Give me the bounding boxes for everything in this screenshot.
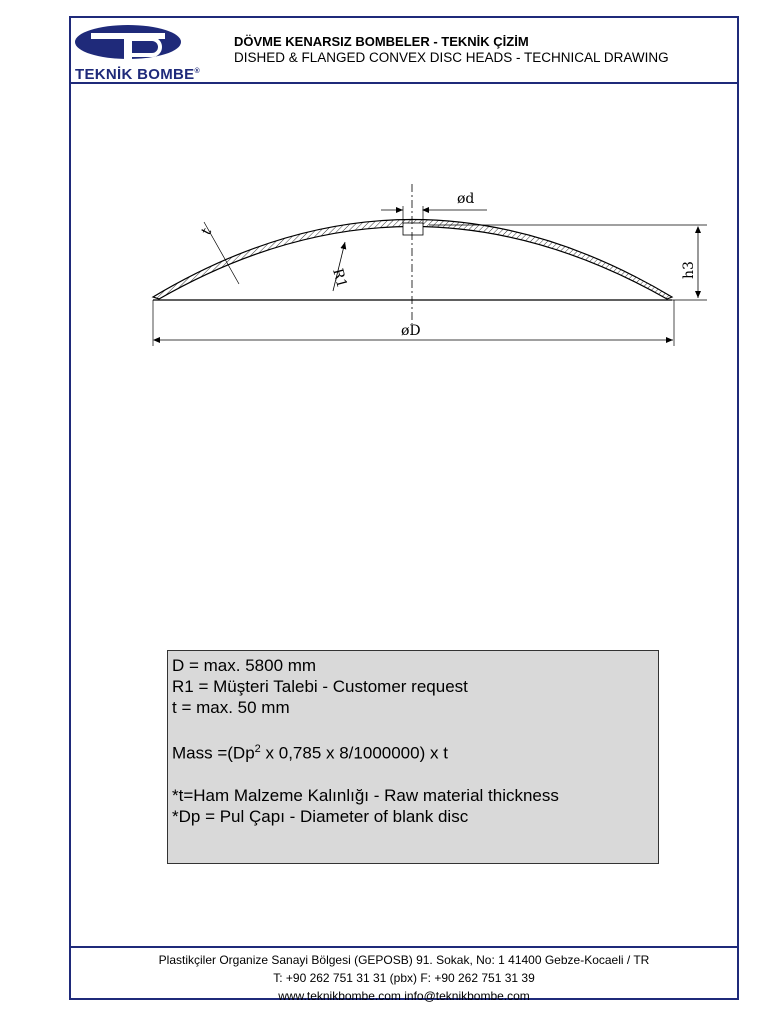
footer-phone: T: +90 262 751 31 31 (pbx) F: +90 262 751 31 39 [273,971,535,985]
spec-thickness: t = max. 50 mm [172,698,290,717]
spec-mass-formula: Mass $=(Dp^2$ x 0,785 x 8/1000000) x t [172,743,448,763]
title-english: DISHED & FLANGED CONVEX DISC HEADS - TECHNICAL DRAWING [234,50,669,65]
center-hole [403,223,423,235]
title-turkish: DÖVME KENARSIZ BOMBELER - TEKNİK ÇİZİM [234,34,529,49]
header [71,18,737,84]
dim-label-h3: h3 [681,261,697,279]
tb-logo-icon [73,24,183,64]
dim-label-r1: R1 [329,266,350,290]
specification-box [167,650,659,864]
spec-note-blank-diameter: *Dp = Pul Çapı - Diameter of blank disc [172,806,469,826]
spec-note-thickness: *t=Ham Malzeme Kalınlığı - Raw material thickness [172,785,559,805]
logo-wordmark: TEKNİK BOMBE® [75,66,200,83]
spec-radius: R1 = Müşteri Talebi - Customer request [172,677,468,696]
page-frame [69,16,739,1003]
dim-label-t: t [198,225,216,238]
spec-diameter: D = max. 5800 mm [172,656,317,675]
footer [71,946,737,1003]
footer-web: www.teknikbombe.com info@teknikbombe.com [278,989,530,1003]
dim-label-D: øD [401,323,421,339]
footer-address: Plastikçiler Organize Sanayi Bölgesi (GEPOSB) 91. Sokak, No: 1 41400 Gebze-Kocaeli / TR [158,953,650,967]
dim-label-d: ød [457,191,475,207]
technical-drawing [71,84,737,384]
company-logo [73,24,223,83]
